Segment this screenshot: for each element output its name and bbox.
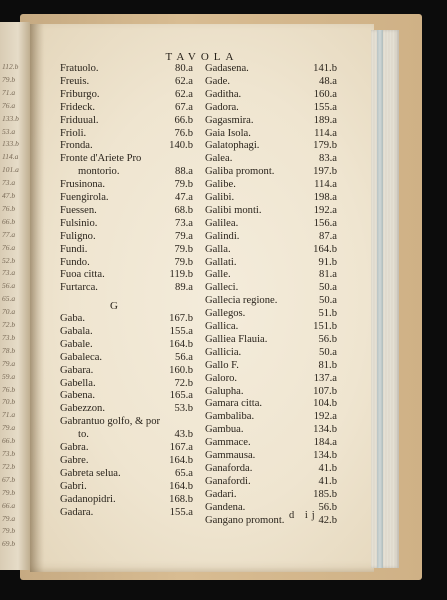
entry-page-ref: 41.b <box>318 462 337 474</box>
entry-page-ref: 48.a <box>319 75 337 87</box>
entry-page-ref: 50.a <box>319 282 337 294</box>
entry-name: Gangano promont. <box>205 514 285 526</box>
left-page-ref: 47.b <box>2 191 16 200</box>
entry-name: Frioli. <box>60 127 87 139</box>
entry-name: to. <box>78 429 89 441</box>
left-page-ref: 76.a <box>2 100 16 110</box>
left-page-ref: 65.a <box>2 294 16 304</box>
entry-name: Galilea. <box>205 217 239 229</box>
entry-page-ref: 192.a <box>313 411 337 423</box>
entry-page-ref: 167.a <box>169 442 193 453</box>
entry-name: Fuoa citta. <box>60 269 105 281</box>
page-edges <box>371 30 399 568</box>
entry-page-ref: 155.a <box>169 506 193 518</box>
entry-page-ref: 50.a <box>319 295 337 307</box>
entry-name: Galle. <box>205 269 231 281</box>
entry-page-ref: 151.b <box>313 321 337 332</box>
entry-name: Friburgo. <box>60 88 100 100</box>
left-page-ref: 72.b <box>2 320 16 329</box>
entry-page-ref: 81.b <box>318 359 337 371</box>
entry-name: Gadara. <box>60 506 94 518</box>
entry-page-ref: 160.b <box>169 364 193 376</box>
entry-page-ref: 192.a <box>313 204 337 216</box>
entry-page-ref: 184.a <box>313 437 337 449</box>
left-page-ref: 76.a <box>2 242 16 252</box>
entry-name: Gade. <box>205 75 230 87</box>
left-page-ref: 52.b <box>2 255 16 265</box>
left-page-ref: 77.a <box>2 229 16 239</box>
left-page-ref: 59.a <box>2 371 16 381</box>
entry-page-ref: 155.a <box>169 325 193 337</box>
entry-name: Galindi. <box>205 230 240 242</box>
entry-name: Gabella. <box>60 377 96 389</box>
entry-name: Galliea Flauia. <box>205 333 268 345</box>
entry-page-ref: 185.b <box>313 488 337 500</box>
entry-name: Fuligno. <box>60 230 96 242</box>
left-page-ref: 72.b <box>2 461 16 471</box>
entry-page-ref: 79.b <box>174 179 193 191</box>
entry-name: Gabezzon. <box>60 403 105 415</box>
entry-page-ref: 80.a <box>175 63 193 74</box>
entry-name: Galupha. <box>205 385 244 397</box>
entry-page-ref: 104.b <box>313 398 337 410</box>
left-page-ref: 79.b <box>2 487 16 497</box>
entry-page-ref: 87.a <box>319 230 337 242</box>
entry-name: Gabra. <box>60 442 89 453</box>
entry-page-ref: 47.a <box>175 192 193 203</box>
entry-page-ref: 164.b <box>169 454 193 466</box>
entry-page-ref: 73.a <box>175 217 193 229</box>
entry-name: Gadasena. <box>205 63 249 74</box>
left-page-ref: 56.a <box>2 281 16 291</box>
entry-name: Gallati. <box>205 256 237 268</box>
entry-name: Fratuolo. <box>60 63 99 74</box>
entry-name: Gaia Isola. <box>205 127 251 139</box>
left-page-ref: 79.a <box>2 423 16 433</box>
page-header: TAVOLA <box>165 51 239 63</box>
entry-page-ref: 62.a <box>175 88 193 100</box>
entry-page-ref: 50.a <box>319 346 337 358</box>
entry-name: Gaditha. <box>205 88 242 100</box>
entry-page-ref: 114.a <box>314 127 337 139</box>
entry-page-ref: 160.a <box>313 88 337 100</box>
entry-page-ref: 140.b <box>169 140 193 152</box>
left-page-ref: 53.a <box>2 126 16 136</box>
entry-name: Ganafordi. <box>205 475 251 487</box>
entry-name: Gallo F. <box>205 359 239 371</box>
entry-page-ref: 189.a <box>313 114 337 126</box>
entry-name: Fuessen. <box>60 204 97 216</box>
left-page-ref: 73.a <box>2 268 16 278</box>
entry-name: Gabara. <box>60 364 94 376</box>
entry-name: Gaba. <box>60 313 85 324</box>
entry-page-ref: 67.a <box>175 101 193 113</box>
left-page-ref: 73.b <box>2 449 16 458</box>
entry-name: Freuis. <box>60 75 90 87</box>
left-page-ref: 79.b <box>2 526 16 536</box>
entry-page-ref: 114.a <box>314 179 337 191</box>
left-page-ref: 78.b <box>2 345 16 355</box>
entry-name: Friduual. <box>60 114 99 126</box>
entry-page-ref: 43.b <box>174 429 193 441</box>
entry-name: Fulsinio. <box>60 217 98 229</box>
entry-name: Galibi. <box>205 192 235 203</box>
left-page-ref: 73.a <box>2 178 16 188</box>
entry-name: Gabrantuo golfo, & por <box>60 416 161 428</box>
left-page-ref: 70.b <box>2 397 16 407</box>
entry-page-ref: 62.a <box>175 75 193 87</box>
entry-page-ref: 156.a <box>313 217 337 229</box>
left-page-ref: 70.a <box>2 307 16 317</box>
left-page-ref: 133.b <box>2 139 19 149</box>
entry-name: Gandena. <box>205 501 246 513</box>
entry-name: Gallegos. <box>205 308 246 320</box>
left-page-edge <box>0 22 30 570</box>
entry-page-ref: 66.b <box>174 114 193 126</box>
left-page-ref: 66.b <box>2 436 16 446</box>
entry-name: Gammausa. <box>205 450 256 461</box>
entry-name: Gallica. <box>205 321 239 332</box>
entry-name: Fundi. <box>60 243 88 255</box>
entry-page-ref: 65.a <box>175 467 193 479</box>
entry-page-ref: 56.b <box>318 333 337 345</box>
entry-page-ref: 83.a <box>319 153 337 165</box>
entry-page-ref: 42.b <box>318 514 337 526</box>
entry-name: Galibi monti. <box>205 204 262 216</box>
entry-page-ref: 53.b <box>174 403 193 415</box>
entry-page-ref: 119.b <box>169 269 193 281</box>
left-page-ref: 112.b <box>2 62 19 71</box>
entry-page-ref: 89.a <box>175 282 193 294</box>
entry-name: Galoro. <box>205 372 238 384</box>
entry-name: Gabreta selua. <box>60 467 121 479</box>
entry-name: Furtarca. <box>60 282 98 294</box>
entry-page-ref: 56.b <box>318 501 337 513</box>
signature-mark: d ij <box>289 510 319 521</box>
left-page-ref: 69.b <box>2 539 16 549</box>
entry-name: Galatophagi. <box>205 140 260 152</box>
entry-name: Gallecia regione. <box>205 295 278 307</box>
left-page-ref: 67.b <box>2 474 16 484</box>
entry-name: Fuengirola. <box>60 192 109 203</box>
entry-name: Gadora. <box>205 101 239 113</box>
entry-page-ref: 164.b <box>169 338 193 350</box>
entry-page-ref: 79.a <box>175 230 193 242</box>
entry-page-ref: 68.b <box>174 204 193 216</box>
left-page-ref: 76.b <box>2 203 16 213</box>
entry-name: Frideck. <box>60 101 96 113</box>
section-letter: G <box>110 300 118 312</box>
entry-name: Gabena. <box>60 390 95 402</box>
entry-name: Galea. <box>205 153 233 165</box>
entry-page-ref: 88.a <box>175 166 193 178</box>
entry-page-ref: 76.b <box>174 127 193 139</box>
left-page-ref: 114.a <box>2 152 19 162</box>
entry-name: Galibe. <box>205 179 236 191</box>
entry-page-ref: 198.a <box>313 192 337 203</box>
entry-name: Gadari. <box>205 488 237 500</box>
entry-page-ref: 164.b <box>313 243 337 255</box>
entry-page-ref: 167.b <box>169 313 193 324</box>
entry-page-ref: 51.b <box>318 308 337 320</box>
entry-page-ref: 164.b <box>169 480 193 492</box>
entry-page-ref: 134.b <box>313 450 337 461</box>
entry-page-ref: 134.b <box>313 424 337 436</box>
entry-name: montorio. <box>78 166 120 178</box>
entry-page-ref: 137.a <box>313 372 337 384</box>
entry-page-ref: 179.b <box>313 140 337 152</box>
entry-name: Gallicia. <box>205 346 242 358</box>
left-page-ref: 73.b <box>2 332 16 342</box>
left-page-ref: 133.b <box>2 113 19 123</box>
entry-name: Gambaliba. <box>205 411 255 423</box>
entry-name: Fronda. <box>60 140 93 152</box>
entry-name: Gambua. <box>205 424 244 436</box>
left-page-ref: 79.a <box>2 358 16 368</box>
entry-page-ref: 165.a <box>169 390 193 402</box>
entry-page-ref: 141.b <box>313 63 337 74</box>
left-page-ref: 79.a <box>2 513 16 523</box>
entry-page-ref: 79.b <box>174 243 193 255</box>
entry-name: Fronte d'Ariete Pro <box>60 153 142 165</box>
entry-name: Galla. <box>205 243 231 255</box>
entry-page-ref: 81.a <box>319 269 337 281</box>
entry-name: Gabaleca. <box>60 351 103 363</box>
left-page-ref: 71.a <box>2 410 16 420</box>
left-page-ref: 66.b <box>2 216 16 226</box>
left-page-ref: 71.a <box>2 87 16 97</box>
entry-name: Gagasmira. <box>205 114 254 126</box>
left-page-ref: 66.a <box>2 500 16 510</box>
entry-name: Gabala. <box>60 325 93 337</box>
entry-page-ref: 197.b <box>313 166 337 178</box>
entry-page-ref: 107.b <box>313 385 337 397</box>
entry-page-ref: 72.b <box>174 377 193 389</box>
entry-name: Gabale. <box>60 338 93 350</box>
entry-name: Gammace. <box>205 437 251 449</box>
entry-page-ref: 155.a <box>313 101 337 113</box>
entry-page-ref: 41.b <box>318 475 337 487</box>
entry-name: Gabri. <box>60 480 87 492</box>
entry-name: Frusinona. <box>60 179 106 191</box>
left-page-ref: 101.a <box>2 165 19 175</box>
entry-page-ref: 56.a <box>175 351 193 363</box>
entry-name: Gamara citta. <box>205 398 263 410</box>
entry-page-ref: 91.b <box>318 256 337 268</box>
entry-name: Fundo. <box>60 256 90 268</box>
entry-name: Gadanopidri. <box>60 493 116 505</box>
entry-name: Gabre. <box>60 454 89 466</box>
entry-page-ref: 168.b <box>169 493 193 505</box>
left-page-ref: 79.b <box>2 74 16 84</box>
entry-page-ref: 79.b <box>174 256 193 268</box>
gutter-shadow <box>30 24 44 572</box>
entry-name: Ganaforda. <box>205 462 253 474</box>
entry-name: Galiba promont. <box>205 166 275 178</box>
entry-name: Galleci. <box>205 282 239 294</box>
left-page-ref: 76.b <box>2 384 16 394</box>
